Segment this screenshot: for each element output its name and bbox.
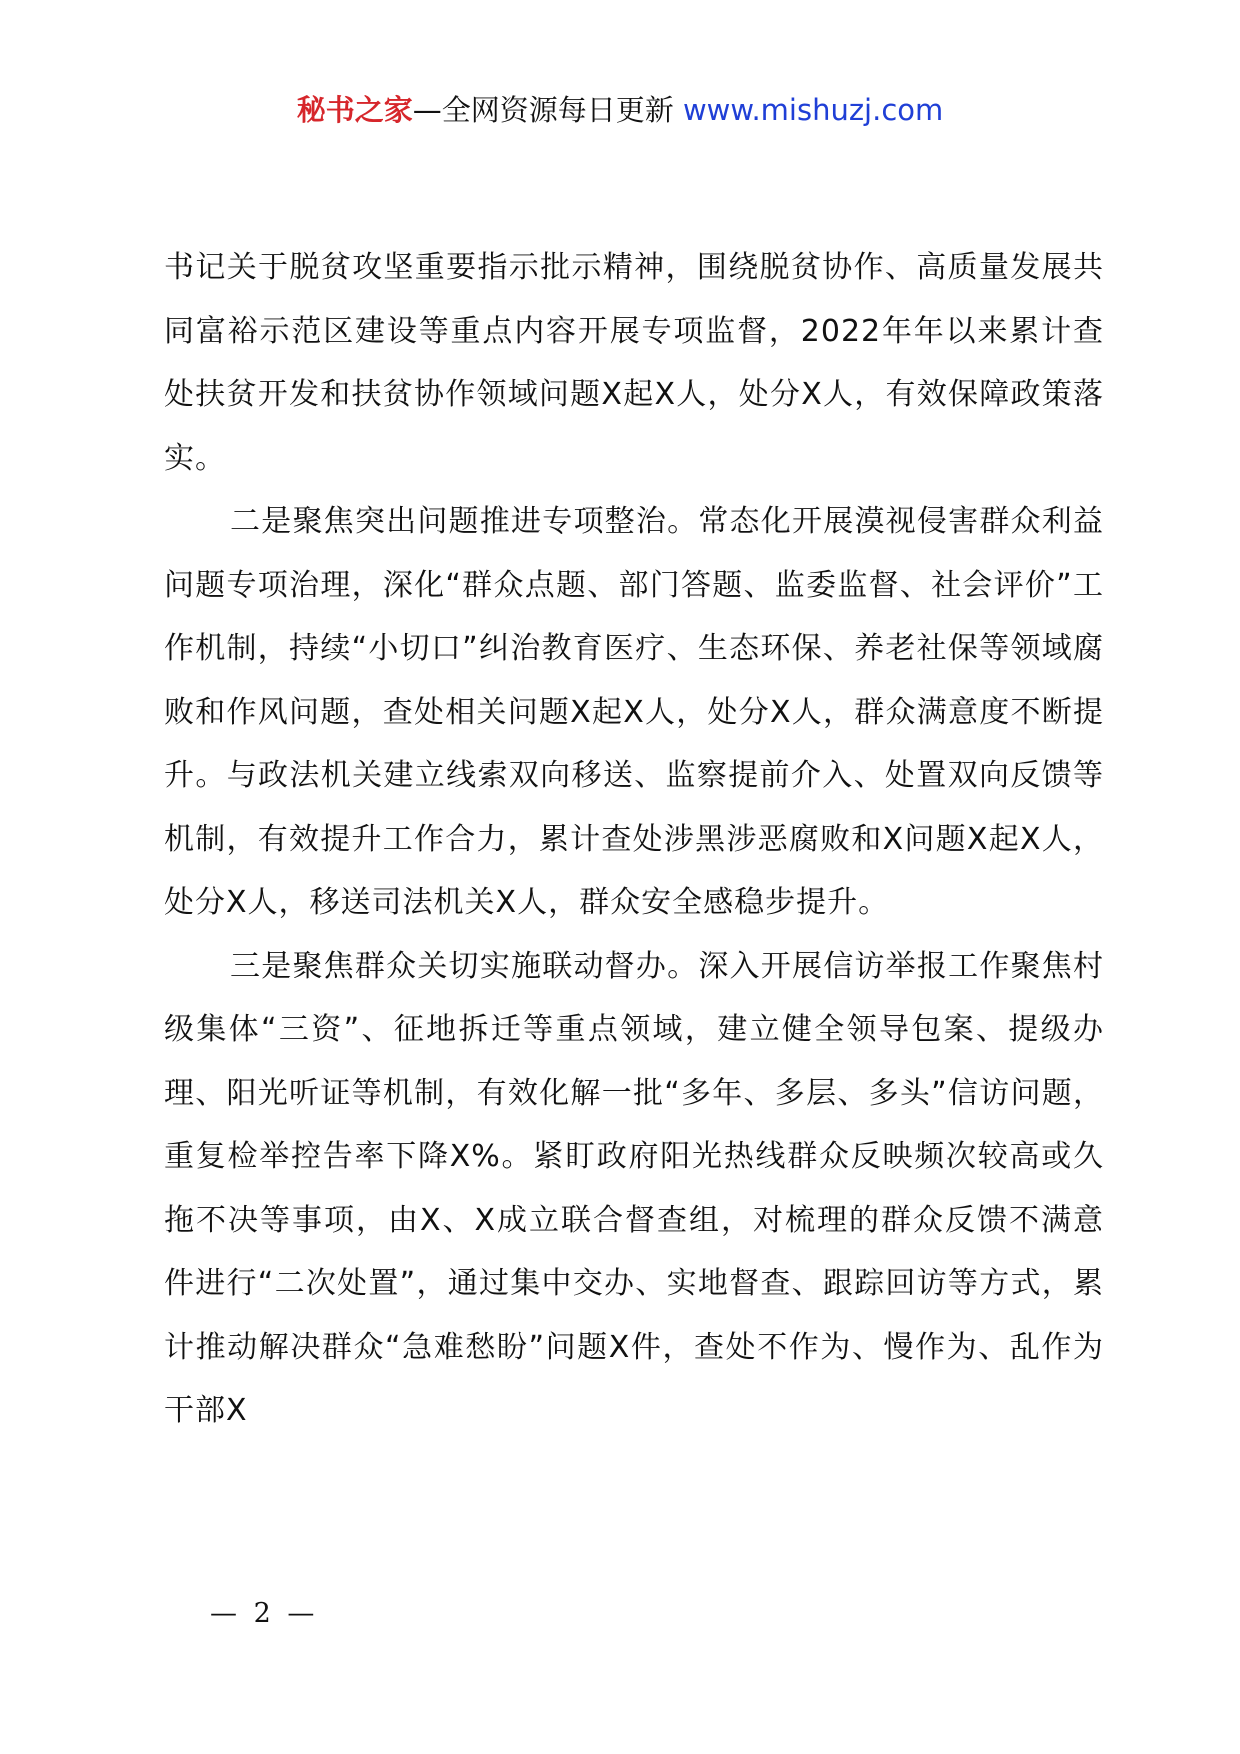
website-link[interactable]: www.mishuzj.com bbox=[682, 93, 944, 127]
brand-name: 秘书之家 bbox=[296, 93, 413, 127]
page-header bbox=[0, 90, 1240, 130]
paragraph-two: 二是聚焦突出问题推进专项整治。常态化开展漠视侵害群众利益问题专项治理，深化“群众点题、部门答题、监委监督、社会评价”工作机制，持续“小切口”纠治教育医疗、生态环保、养老社保等领域腐败和作风问题，查处相关问题X起X人，处分X人，群众满意度不断提升。与政法机关建立线索双向移送、监察提前介入、处置双向反馈等机制，有效提升工作合力，累计查处涉黑涉恶腐败和X问题X起X人，处分X人，移送司法机关X人，群众安全感稳步提升。 bbox=[164, 504, 1104, 920]
page-number: — 2 — bbox=[210, 1598, 319, 1629]
paragraph-three: 三是聚焦群众关切实施联动督办。深入开展信访举报工作聚焦村级集体“三资”、征地拆迁等重点领域，建立健全领导包案、提级办理、阳光听证等机制，有效化解一批“多年、多层、多头”信访问题，重复检举控告率下降X%。紧盯政府阳光热线群众反映频次较高或久拖不决等事项，由X、X成立联合督查组，对梳理的群众反馈不满意件进行“二次处置”，通过集中交办、实地督查、跟踪回访等方式，累计推动解决群众“急难愁盼”问题X件，查处不作为、慢作为、乱作为干部X bbox=[164, 948, 1104, 1428]
document-body bbox=[164, 236, 1104, 1443]
header-tagline: —全网资源每日更新 bbox=[412, 93, 683, 127]
paragraph-continued: 书记关于脱贫攻坚重要指示批示精神，围绕脱贫协作、高质量发展共同富裕示范区建设等重点内容开展专项监督，2022年年以来累计查处扶贫开发和扶贫协作领域问题X起X人，处分X人，有效保障政策落实。 bbox=[164, 250, 1104, 476]
